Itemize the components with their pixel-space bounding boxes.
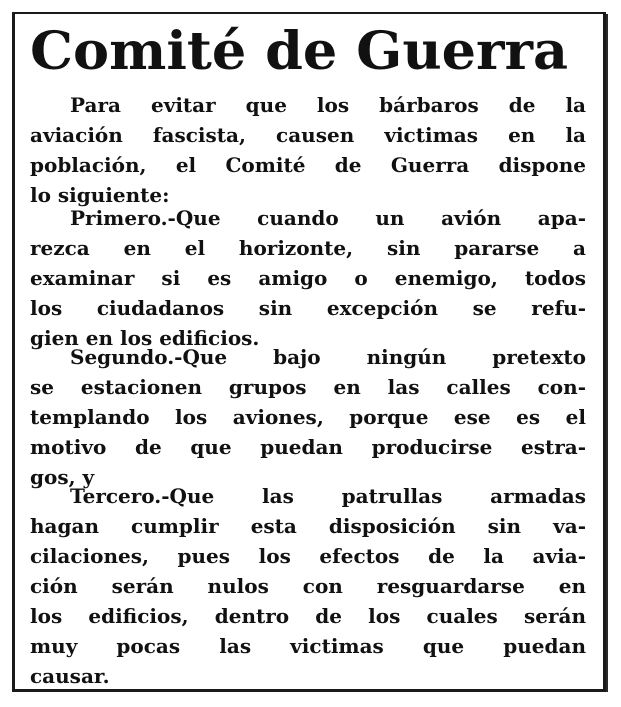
intro-line: población, el Comité de Guerra dispone bbox=[30, 153, 586, 177]
segundo-line: templando los aviones, porque ese es el bbox=[30, 405, 586, 429]
segundo-line: Segundo.-Que bajo ningún pretexto bbox=[70, 345, 586, 369]
tercero-line: Tercero.-Que las patrullas armadas bbox=[70, 484, 586, 508]
intro-line: Para evitar que los bárbaros de la bbox=[70, 93, 586, 117]
tercero-line: muy pocas las victimas que puedan bbox=[30, 634, 586, 658]
primero-line: Primero.-Que cuando un avión apa- bbox=[70, 206, 586, 230]
primero-line: los ciudadanos sin excepción se refu- bbox=[30, 296, 586, 320]
primero-line: examinar si es amigo o enemigo, todos bbox=[30, 266, 586, 290]
segundo-line: gos, y bbox=[30, 465, 95, 489]
notice-title: Comité de Guerra bbox=[30, 21, 569, 82]
segundo-line: motivo de que puedan producirse estra- bbox=[30, 435, 586, 459]
notice-border-right-shadow bbox=[606, 14, 608, 692]
tercero-line: causar. bbox=[30, 664, 110, 688]
segundo-line: se estacionen grupos en las calles con- bbox=[30, 375, 586, 399]
primero-line: gien en los edificios. bbox=[30, 326, 260, 350]
tercero-line: ción serán nulos con resguardarse en bbox=[30, 574, 586, 598]
intro-line: aviación fascista, causen victimas en la bbox=[30, 123, 586, 147]
tercero-paragraph bbox=[30, 481, 586, 691]
tercero-line: cilaciones, pues los efectos de la avia- bbox=[30, 544, 586, 568]
tercero-line: los edificios, dentro de los cuales serán bbox=[30, 604, 586, 628]
intro-paragraph bbox=[30, 90, 586, 210]
segundo-paragraph bbox=[30, 342, 586, 492]
intro-line: lo siguiente: bbox=[30, 183, 170, 207]
primero-paragraph bbox=[30, 203, 586, 353]
tercero-line: hagan cumplir esta disposición sin va- bbox=[30, 514, 586, 538]
primero-line: rezca en el horizonte, sin pararse a bbox=[30, 236, 586, 260]
